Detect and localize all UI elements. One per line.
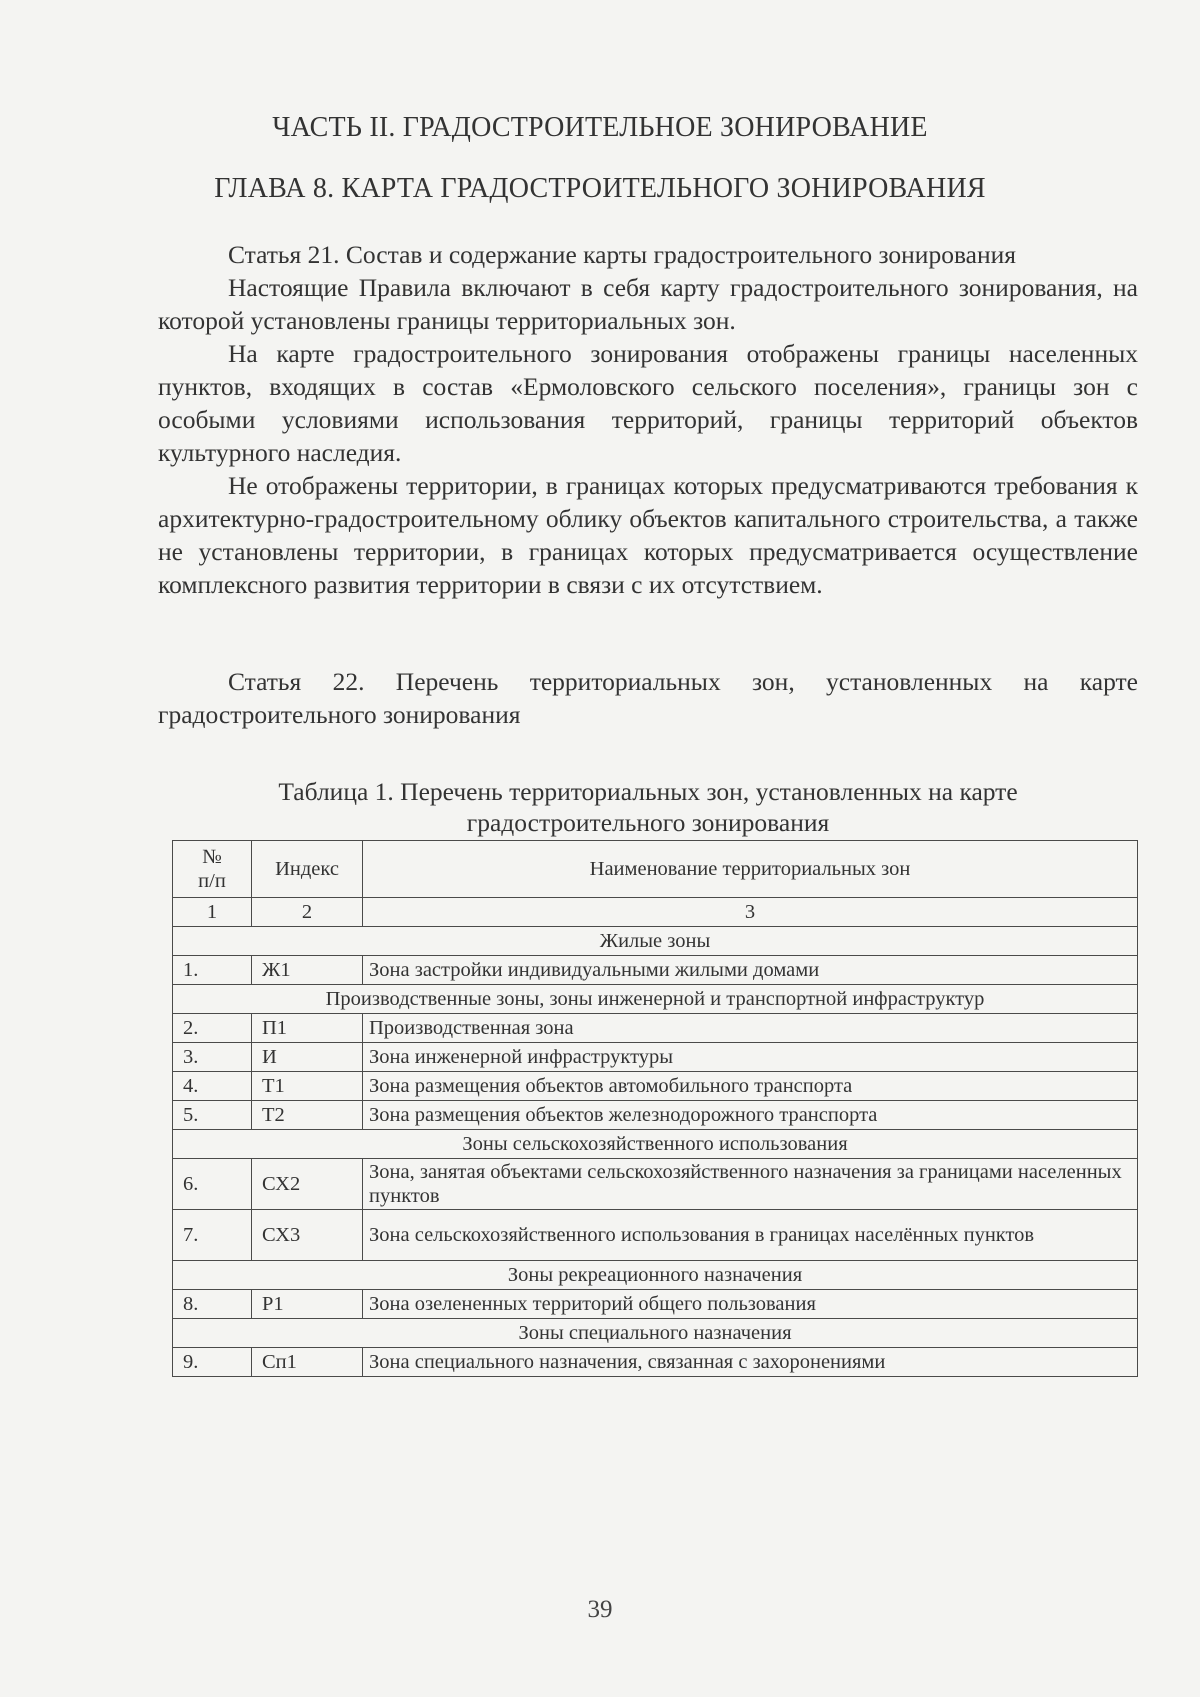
zone-group-row bbox=[173, 1261, 1138, 1290]
table-row bbox=[173, 1159, 1138, 1210]
zone-number: 3. bbox=[173, 1043, 252, 1072]
zone-group-title: Зоны рекреационного назначения bbox=[173, 1261, 1138, 1290]
zone-number: 5. bbox=[173, 1101, 252, 1130]
header-number bbox=[173, 841, 252, 898]
table-row bbox=[173, 1101, 1138, 1130]
zone-name: Зона, занятая объектами сельскохозяйственного назначения за границами населенных пунктов bbox=[363, 1159, 1138, 1210]
zone-group-title: Производственные зоны, зоны инженерной и транспортной инфраструктур bbox=[173, 985, 1138, 1014]
zone-name: Зона специального назначения, связанная с захоронениями bbox=[363, 1348, 1138, 1377]
zone-index: Ж1 bbox=[252, 956, 363, 985]
table-caption bbox=[158, 776, 1138, 838]
zone-index: Т2 bbox=[252, 1101, 363, 1130]
zone-name: Зона сельскохозяйственного использования в границах населённых пунктов bbox=[363, 1210, 1138, 1261]
zone-number: 1. bbox=[173, 956, 252, 985]
zone-group-row bbox=[173, 985, 1138, 1014]
zone-index: СХ3 bbox=[252, 1210, 363, 1261]
zones-table-body bbox=[173, 927, 1138, 1377]
table-row bbox=[173, 1210, 1138, 1261]
table-row bbox=[173, 956, 1138, 985]
zone-number: 7. bbox=[173, 1210, 252, 1261]
zone-name: Зона инженерной инфраструктуры bbox=[363, 1043, 1138, 1072]
zone-group-title: Зоны сельскохозяйственного использования bbox=[173, 1130, 1138, 1159]
zone-group-title: Зоны специального назначения bbox=[173, 1319, 1138, 1348]
chapter-title: ГЛАВА 8. КАРТА ГРАДОСТРОИТЕЛЬНОГО ЗОНИРОВАНИЯ bbox=[214, 173, 986, 204]
table-caption-line-2: градостроительного зонирования bbox=[466, 808, 830, 837]
zone-number: 4. bbox=[173, 1072, 252, 1101]
article-21-paragraph-2: На карте градостроительного зонирования отображены границы населенных пунктов, входящих в состав «Ермоловского сельского поселения», границы зон с особыми условиями использования территорий, границы территорий объектов культурного наследия. bbox=[158, 339, 1138, 467]
zone-group-title: Жилые зоны bbox=[173, 927, 1138, 956]
zone-index: Сп1 bbox=[252, 1348, 363, 1377]
column-number-2: 2 bbox=[252, 898, 363, 927]
table-caption-line-1: Таблица 1. Перечень территориальных зон, установленных на карте bbox=[278, 777, 1018, 806]
zone-index: СХ2 bbox=[252, 1159, 363, 1210]
table-row bbox=[173, 1348, 1138, 1377]
table-header-row bbox=[173, 841, 1138, 898]
article-21-title: Статья 21. Состав и содержание карты градостроительного зонирования bbox=[228, 240, 1016, 269]
header-number-label: п/п bbox=[198, 870, 226, 892]
header-zone-name: Наименование территориальных зон bbox=[363, 841, 1138, 898]
zone-group-row bbox=[173, 927, 1138, 956]
header-index: Индекс bbox=[252, 841, 363, 898]
header-number-symbol: № bbox=[202, 846, 222, 868]
article-21-paragraph-3: Не отображены территории, в границах которых предусматриваются требования к архитектурно-градостроительному облику объектов капитального строительства, а также не установлены территории, в границах которых предусматривается осуществление комплексного развития территории в связи с их отсутствием. bbox=[158, 471, 1138, 599]
zone-index: Т1 bbox=[252, 1072, 363, 1101]
zone-name: Зона размещения объектов железнодорожного транспорта bbox=[363, 1101, 1138, 1130]
zone-name: Зона застройки индивидуальными жилыми домами bbox=[363, 956, 1138, 985]
zone-index: И bbox=[252, 1043, 363, 1072]
zone-number: 2. bbox=[173, 1014, 252, 1043]
zone-index: П1 bbox=[252, 1014, 363, 1043]
zone-number: 6. bbox=[173, 1159, 252, 1210]
column-number-1: 1 bbox=[173, 898, 252, 927]
zone-group-row bbox=[173, 1319, 1138, 1348]
column-number-row bbox=[173, 898, 1138, 927]
zone-number: 8. bbox=[173, 1290, 252, 1319]
zones-table bbox=[172, 840, 1138, 1377]
zone-name: Зона озелененных территорий общего пользования bbox=[363, 1290, 1138, 1319]
zone-name: Зона размещения объектов автомобильного транспорта bbox=[363, 1072, 1138, 1101]
article-22-title: Статья 22. Перечень территориальных зон, установленных на карте градостроительного зонирования bbox=[158, 667, 1138, 729]
table-row bbox=[173, 1290, 1138, 1319]
zone-number: 9. bbox=[173, 1348, 252, 1377]
article-21-paragraph-1: Настоящие Правила включают в себя карту градостроительного зонирования, на которой установлены границы территориальных зон. bbox=[158, 273, 1138, 335]
page-number: 39 bbox=[587, 1596, 613, 1623]
table-row bbox=[173, 1014, 1138, 1043]
table-row bbox=[173, 1072, 1138, 1101]
zone-name: Производственная зона bbox=[363, 1014, 1138, 1043]
zone-group-row bbox=[173, 1130, 1138, 1159]
zone-index: Р1 bbox=[252, 1290, 363, 1319]
part-title: ЧАСТЬ II. ГРАДОСТРОИТЕЛЬНОЕ ЗОНИРОВАНИЕ bbox=[272, 112, 928, 143]
table-row bbox=[173, 1043, 1138, 1072]
column-number-3: 3 bbox=[363, 898, 1138, 927]
